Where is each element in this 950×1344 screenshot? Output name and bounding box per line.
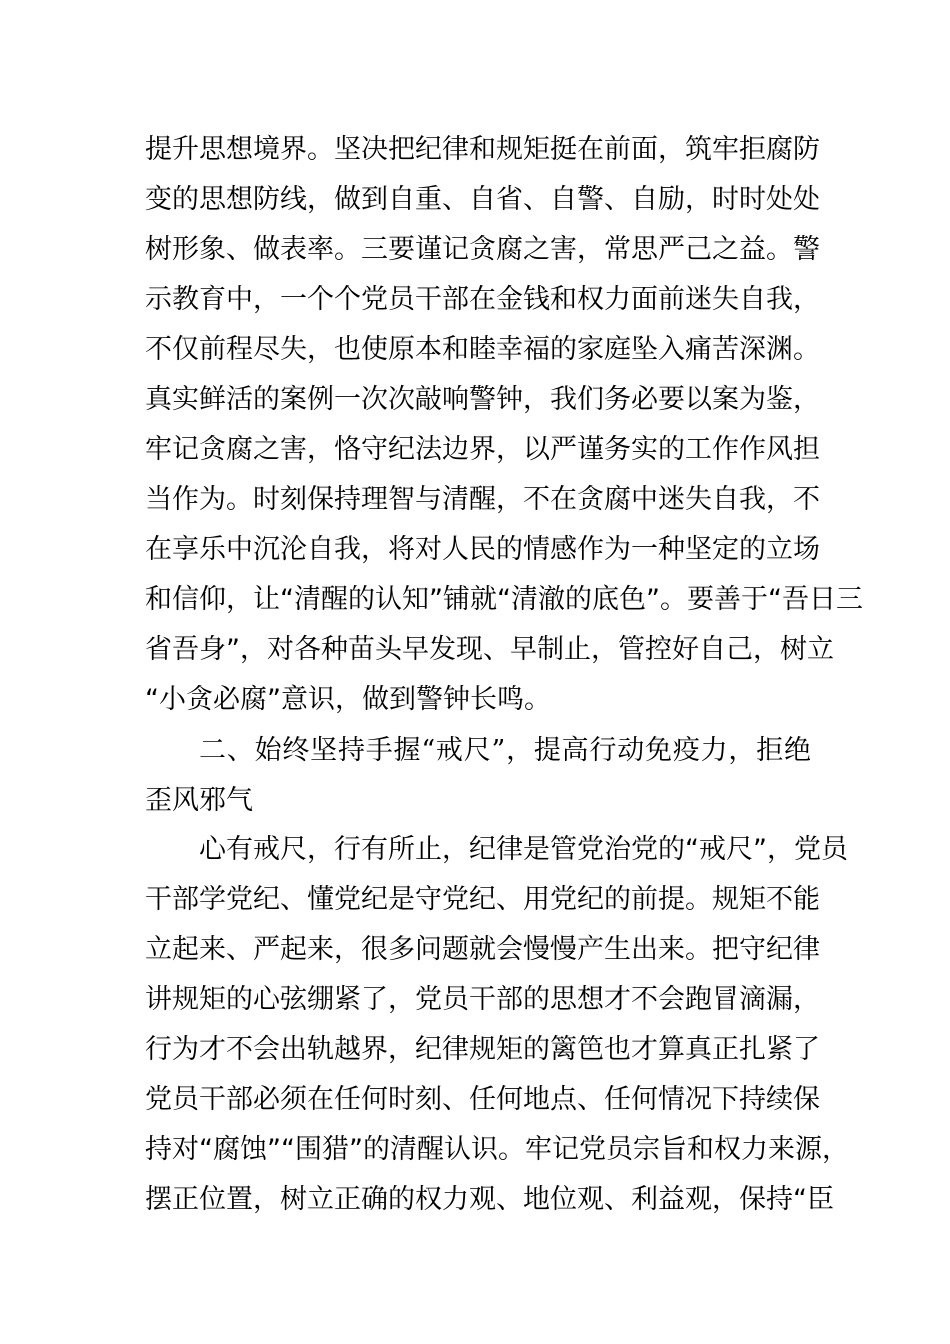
text-line: 省吾身”，对各种苗头早发现、早制止，管控好自己，树立 (145, 634, 834, 665)
section-heading-line: 歪风邪气 (145, 785, 253, 816)
text-line: 树形象、做表率。三要谨记贪腐之害，常思严己之益。警 (145, 234, 820, 265)
text-line: 变的思想防线，做到自重、自省、自警、自励，时时处处 (145, 184, 820, 215)
text-line: 心有戒尺，行有所止，纪律是管党治党的“戒尺”，党员 (199, 834, 848, 865)
text-line: 讲规矩的心弦绷紧了，党员干部的思想才不会跑冒滴漏， (145, 984, 820, 1015)
text-line: 不仅前程尽失，也使原本和睦幸福的家庭坠入痛苦深渊。 (145, 334, 820, 365)
text-line: 当作为。时刻保持理智与清醒，不在贪腐中迷失自我，不 (145, 484, 820, 515)
text-line: 真实鲜活的案例一次次敲响警钟，我们务必要以案为鉴， (145, 384, 820, 415)
text-line: 立起来、严起来，很多问题就会慢慢产生出来。把守纪律 (145, 934, 820, 965)
text-line: 提升思想境界。坚决把纪律和规矩挺在前面，筑牢拒腐防 (145, 134, 820, 165)
text-line: 和信仰，让“清醒的认知”铺就“清澈的底色”。要善于“吾日三 (145, 584, 863, 615)
text-line: 干部学党纪、懂党纪是守党纪、用党纪的前提。规矩不能 (145, 884, 820, 915)
text-line: 示教育中，一个个党员干部在金钱和权力面前迷失自我， (145, 284, 820, 315)
text-line: 行为才不会出轨越界，纪律规矩的篱笆也才算真正扎紧了 (145, 1034, 820, 1065)
text-line: 持对“腐蚀”“围猎”的清醒认识。牢记党员宗旨和权力来源， (145, 1134, 849, 1165)
text-line: 在享乐中沉沦自我，将对人民的情感作为一种坚定的立场 (145, 534, 820, 565)
text-line: 摆正位置，树立正确的权力观、地位观、利益观，保持“臣 (145, 1184, 834, 1215)
text-line: 党员干部必须在任何时刻、任何地点、任何情况下持续保 (145, 1084, 820, 1115)
text-line: 牢记贪腐之害，恪守纪法边界，以严谨务实的工作作风担 (145, 434, 820, 465)
section-heading-line: 二、始终坚持手握“戒尺”，提高行动免疫力，拒绝 (199, 735, 811, 766)
text-line: “小贪必腐”意识，做到警钟长鸣。 (145, 684, 551, 715)
